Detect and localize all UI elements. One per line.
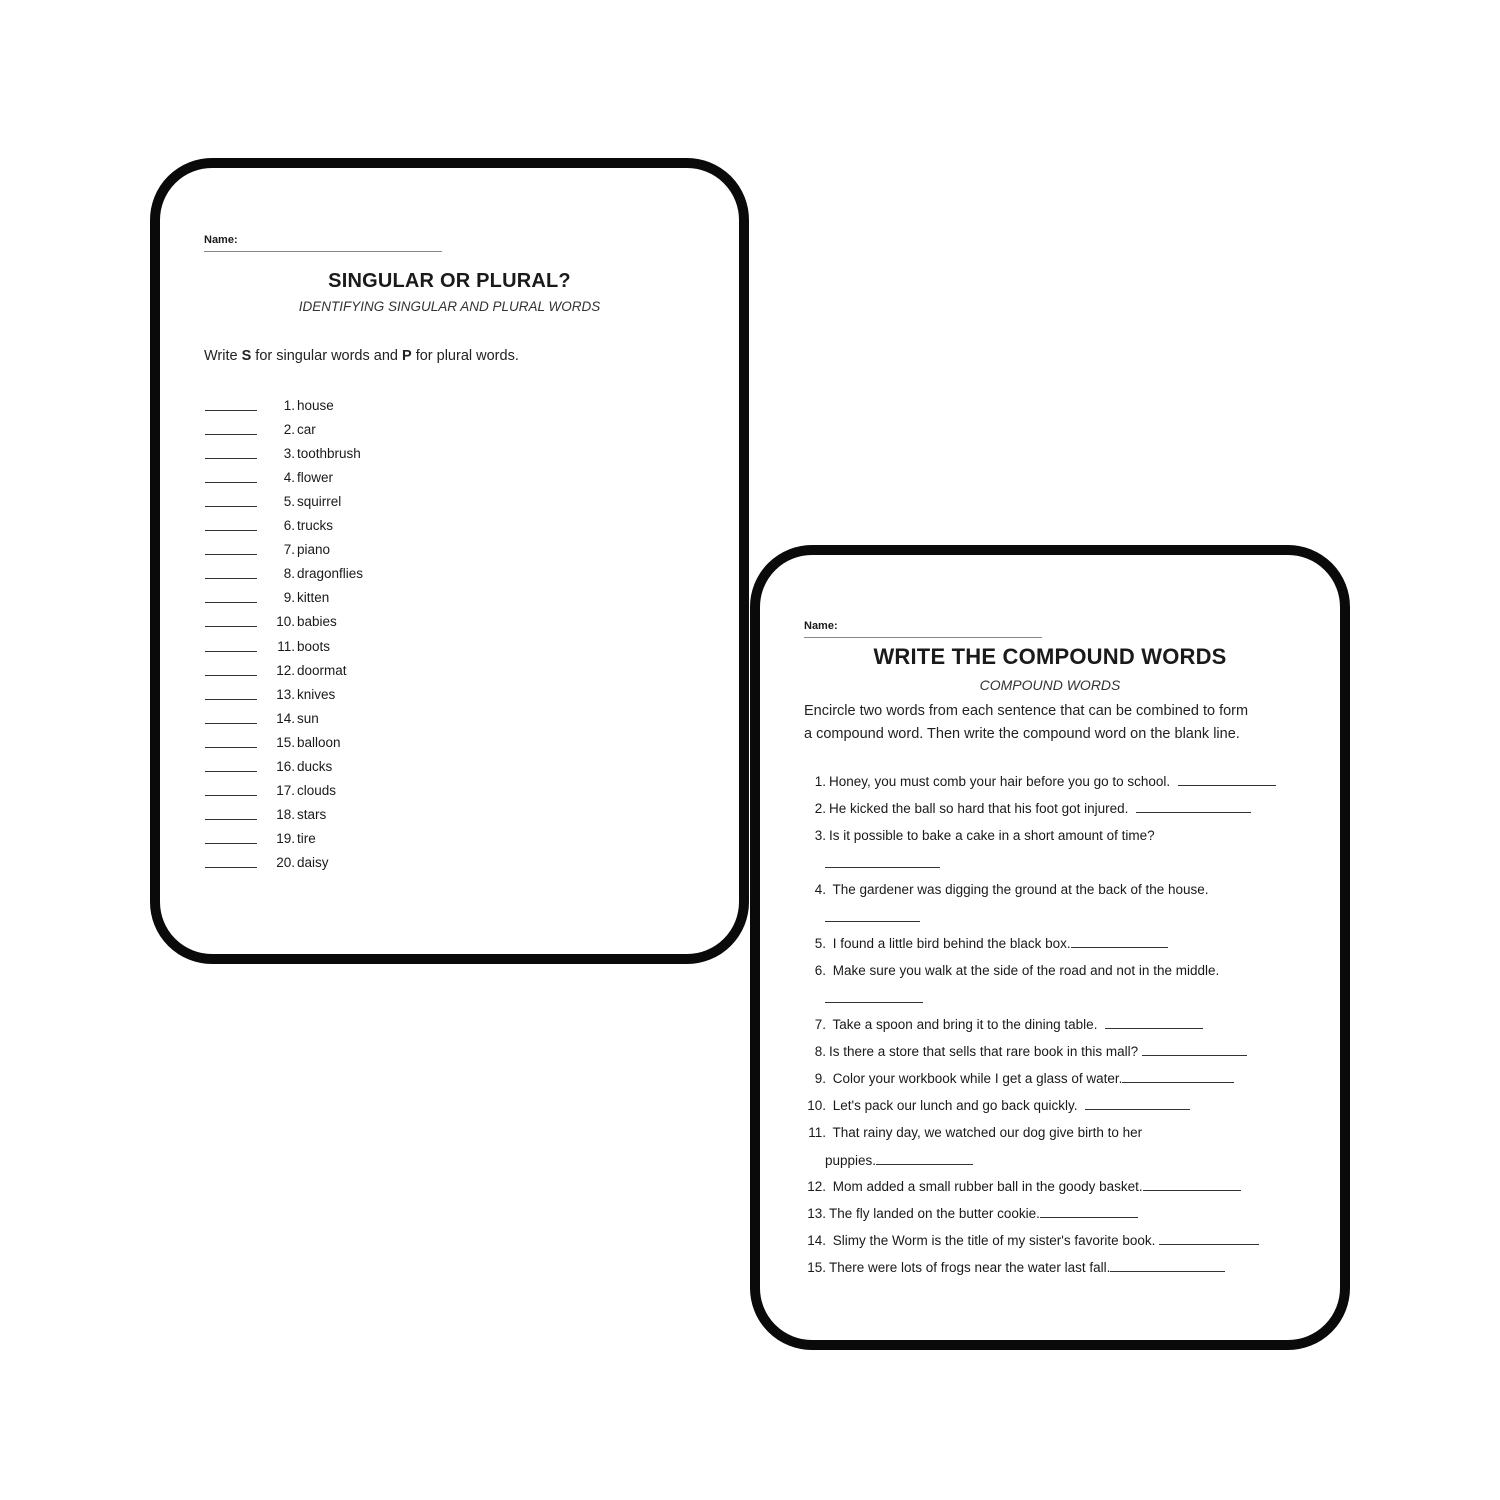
list-item	[205, 779, 336, 803]
item-number: 4.	[814, 882, 826, 897]
list-item	[804, 876, 1324, 903]
list-item	[804, 1200, 1324, 1227]
list-item	[804, 768, 1324, 795]
item-word: boots	[297, 638, 331, 654]
item-number: 9.	[814, 1071, 826, 1086]
answer-blank[interactable]	[876, 1152, 973, 1165]
instr-text: for singular words and	[251, 348, 402, 364]
list-item	[804, 1173, 1324, 1200]
answer-blank[interactable]	[205, 448, 257, 459]
item-sentence: I found a little bird behind the black box.	[829, 936, 1071, 951]
instr-line: Encircle two words from each sentence that can be combined to form	[804, 703, 1249, 719]
item-number: 10.	[807, 1098, 826, 1113]
item-word: knives	[297, 686, 336, 702]
list-item	[205, 851, 329, 875]
item-word: piano	[297, 542, 331, 558]
list-item	[804, 1119, 1324, 1146]
answer-blank[interactable]	[205, 641, 257, 652]
instr-text: for plural words.	[411, 348, 519, 364]
item-word: doormat	[297, 662, 347, 678]
worksheet-title: SINGULAR OR PLURAL?	[328, 270, 571, 292]
item-number: 7.	[814, 1017, 826, 1032]
answer-blank[interactable]	[205, 665, 257, 676]
answer-blank[interactable]	[1110, 1259, 1225, 1272]
instr-line: a compound word. Then write the compound word on the blank line.	[804, 726, 1240, 742]
answer-blank[interactable]	[205, 857, 257, 868]
list-item	[205, 514, 333, 538]
item-word: car	[297, 421, 316, 437]
list-item	[205, 465, 333, 489]
item-number: 3.	[283, 445, 295, 461]
item-number: 1.	[814, 774, 826, 789]
item-number: 6.	[283, 518, 295, 533]
item-number: 15.	[276, 734, 295, 750]
list-item	[804, 1038, 1324, 1065]
item-sentence: The gardener was digging the ground at the back of the house.	[829, 882, 1209, 897]
item-number: 13.	[276, 686, 295, 702]
answer-blank[interactable]	[205, 568, 257, 579]
item-number: 3.	[814, 828, 826, 843]
list-item	[205, 827, 316, 851]
item-number: 9.	[283, 590, 295, 606]
answer-blank[interactable]	[1122, 1070, 1234, 1083]
answer-blank[interactable]	[205, 809, 257, 820]
list-item	[804, 1065, 1324, 1092]
answer-blank[interactable]	[1085, 1097, 1190, 1110]
list-item	[205, 538, 330, 562]
item-sentence: Let's pack our lunch and go back quickly.	[829, 1098, 1085, 1113]
answer-blank[interactable]	[205, 472, 257, 483]
item-number: 13.	[807, 1206, 826, 1221]
item-sentence: He kicked the ball so hard that his foot got injured.	[829, 801, 1136, 816]
item-word: ducks	[297, 759, 333, 774]
name-label: Name:	[204, 234, 238, 246]
item-number: 8.	[814, 1044, 826, 1059]
item-word: sun	[297, 710, 319, 726]
item-number: 20.	[276, 855, 295, 871]
item-number: 11.	[277, 638, 295, 654]
item-number: 19.	[276, 831, 295, 847]
list-item	[804, 930, 1324, 957]
worksheet-compound-words	[750, 545, 1350, 1350]
list-item	[205, 610, 337, 634]
item-number: 10.	[276, 614, 295, 630]
item-sentence-cont: puppies.	[825, 1153, 877, 1168]
list-item	[205, 441, 361, 465]
item-number: 2.	[283, 421, 295, 437]
item-number: 8.	[283, 566, 295, 582]
answer-blank[interactable]	[825, 990, 923, 1003]
list-item	[205, 417, 316, 441]
list-item	[804, 822, 1324, 849]
answer-blank[interactable]	[205, 592, 257, 603]
answer-blank[interactable]	[825, 909, 920, 922]
item-word: squirrel	[297, 493, 342, 509]
answer-blank[interactable]	[205, 424, 257, 435]
answer-blank[interactable]	[1040, 1205, 1138, 1218]
answer-blank[interactable]	[205, 520, 257, 531]
list-item	[205, 634, 330, 658]
item-word: stars	[297, 807, 327, 823]
instr-s: S	[241, 348, 252, 364]
item-number: 1.	[283, 397, 295, 413]
answer-blank[interactable]	[1105, 1016, 1203, 1029]
answer-blank[interactable]	[1178, 773, 1276, 786]
answer-blank[interactable]	[1143, 1178, 1241, 1191]
name-line	[804, 637, 1042, 638]
item-word: toothbrush	[297, 445, 361, 461]
item-number: 6.	[814, 963, 826, 978]
item-number: 5.	[283, 493, 295, 509]
item-sentence: Honey, you must comb your hair before you go to school.	[829, 774, 1178, 789]
item-sentence: Is there a store that sells that rare book in this mall?	[829, 1044, 1142, 1059]
item-number: 5.	[814, 936, 826, 951]
item-sentence: Color your workbook while I get a glass of water.	[829, 1071, 1123, 1086]
item-number: 18.	[276, 807, 295, 823]
worksheet-title: WRITE THE COMPOUND WORDS	[873, 644, 1227, 669]
name-line	[204, 251, 442, 252]
item-sentence: Is it possible to bake a cake in a short amount of time?	[829, 828, 1155, 843]
list-item	[205, 393, 334, 417]
item-number: 15.	[807, 1260, 826, 1275]
list-item	[804, 1092, 1324, 1119]
list-item-continuation	[804, 903, 1324, 930]
item-number: 17.	[276, 783, 295, 799]
answer-blank[interactable]	[1142, 1043, 1247, 1056]
answer-blank[interactable]	[205, 689, 257, 700]
item-sentence: Make sure you walk at the side of the road and not in the middle.	[829, 963, 1220, 978]
sentence-list	[804, 768, 1324, 1281]
list-item-continuation	[804, 1146, 1324, 1173]
item-sentence: The fly landed on the butter cookie.	[829, 1206, 1040, 1221]
item-sentence: There were lots of frogs near the water last fall.	[829, 1260, 1111, 1275]
item-number: 12.	[807, 1179, 826, 1194]
item-sentence: Mom added a small rubber ball in the goody basket.	[829, 1179, 1143, 1194]
list-item	[804, 957, 1324, 984]
item-word: daisy	[297, 855, 329, 871]
answer-blank[interactable]	[205, 737, 257, 748]
list-item-continuation	[804, 984, 1324, 1011]
list-item	[205, 586, 329, 610]
answer-blank[interactable]	[1071, 935, 1168, 948]
instr-text: Write	[204, 348, 242, 364]
instructions	[204, 348, 519, 364]
list-item	[804, 1227, 1324, 1254]
list-item-continuation	[804, 849, 1324, 876]
item-word: balloon	[297, 734, 341, 750]
list-item	[205, 803, 326, 827]
list-item	[205, 682, 335, 706]
answer-blank[interactable]	[825, 855, 940, 868]
item-word: dragonflies	[297, 566, 364, 582]
item-number: 7.	[283, 542, 295, 558]
worksheet-singular-plural	[150, 158, 749, 964]
list-item	[804, 1254, 1324, 1281]
name-label: Name:	[804, 620, 838, 632]
instructions	[804, 700, 1248, 746]
item-number: 2.	[814, 801, 826, 816]
list-item	[205, 706, 319, 730]
list-item	[205, 562, 363, 586]
instr-p: P	[402, 348, 412, 364]
answer-blank[interactable]	[205, 761, 257, 772]
item-number: 16.	[276, 759, 295, 774]
list-item	[804, 1011, 1324, 1038]
item-number: 14.	[276, 710, 295, 726]
answer-blank[interactable]	[205, 833, 257, 844]
item-sentence: Slimy the Worm is the title of my sister's favorite book.	[829, 1233, 1160, 1248]
list-item	[205, 730, 341, 754]
item-sentence: Take a spoon and bring it to the dining table.	[829, 1017, 1105, 1032]
item-word: babies	[297, 614, 337, 630]
item-sentence: That rainy day, we watched our dog give birth to her	[829, 1125, 1143, 1140]
answer-blank[interactable]	[1159, 1232, 1259, 1245]
item-word: tire	[297, 831, 316, 847]
answer-blank[interactable]	[205, 616, 257, 627]
answer-blank[interactable]	[205, 496, 257, 507]
item-number: 12.	[276, 662, 295, 678]
answer-blank[interactable]	[205, 544, 257, 555]
item-word: flower	[297, 469, 334, 485]
list-item	[205, 489, 341, 513]
item-word: trucks	[297, 518, 334, 533]
item-number: 14.	[807, 1233, 826, 1248]
list-item	[205, 658, 347, 682]
list-item	[804, 795, 1324, 822]
worksheet-subtitle: IDENTIFYING SINGULAR AND PLURAL WORDS	[298, 299, 601, 314]
worksheet-subtitle: COMPOUND WORDS	[979, 677, 1121, 693]
item-word: house	[297, 397, 334, 413]
item-word: clouds	[297, 783, 337, 799]
answer-blank[interactable]	[205, 713, 257, 724]
list-item	[205, 755, 332, 779]
item-number: 4.	[283, 469, 295, 485]
answer-blank[interactable]	[1136, 800, 1251, 813]
answer-blank[interactable]	[205, 400, 257, 411]
item-number: 11.	[808, 1125, 826, 1140]
answer-blank[interactable]	[205, 785, 257, 796]
item-word: kitten	[297, 590, 330, 606]
